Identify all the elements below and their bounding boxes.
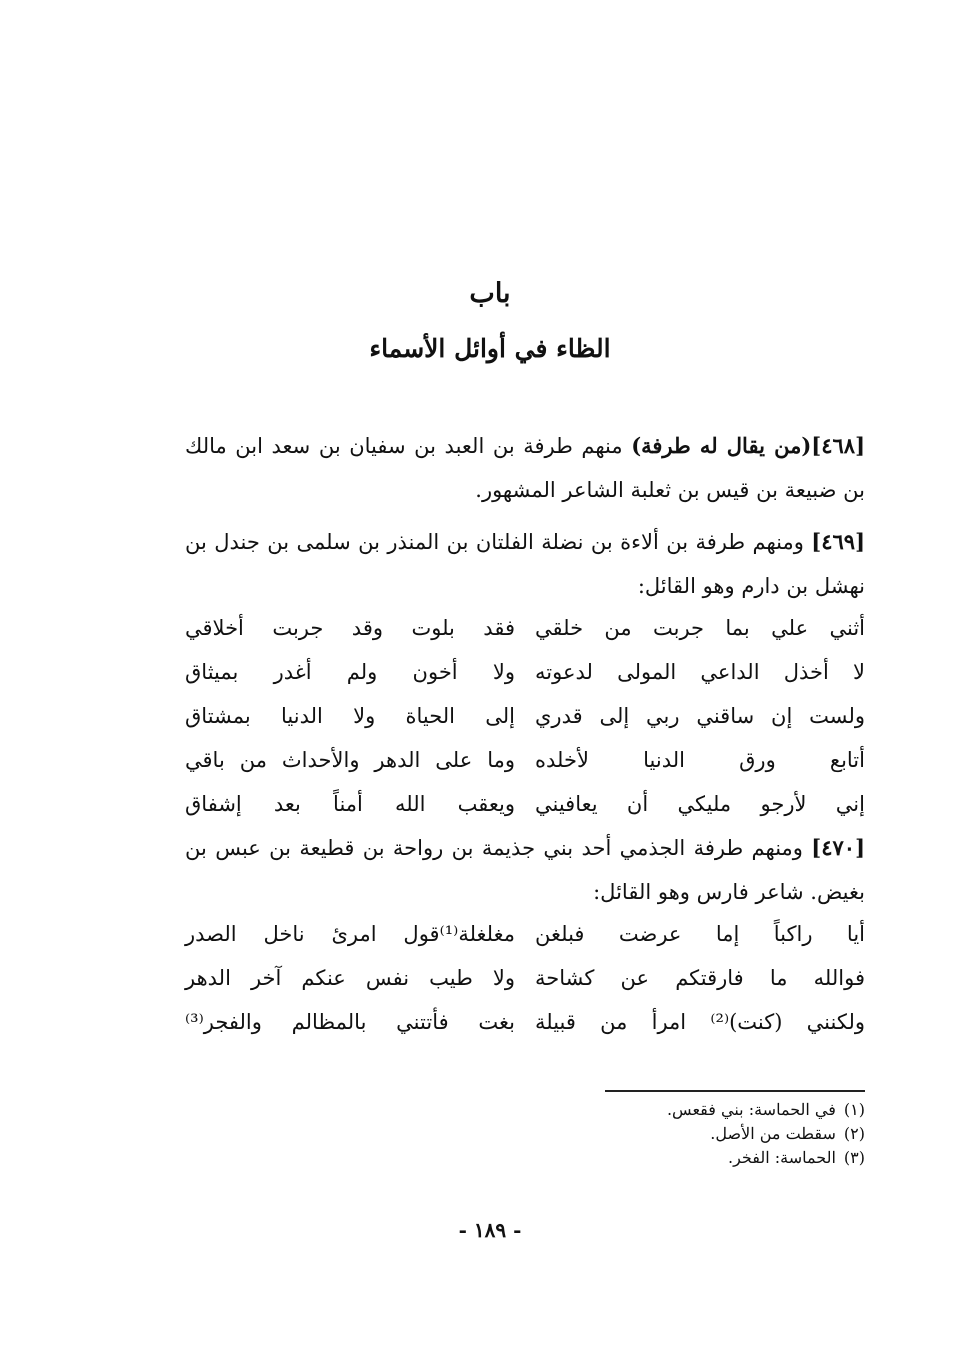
hemistich-first: أثني علي بما جربت من خلقي [535, 616, 865, 640]
verse [185, 1000, 865, 1044]
entry-text: ومنهم طرفة الجذمي أحد بني جذيمة بن رواحة بن قطيعة بن عبس بن بغيض. شاعر فارس وهو القائل: [185, 836, 865, 904]
footnotes [560, 1098, 865, 1170]
hemistich-first: لا أخذل الداعي المولى لدعوته [535, 660, 865, 684]
entry-number: [٤٦٩] [811, 529, 865, 554]
verse [185, 782, 865, 826]
entry-highlight: (من يقال له طرفة) [631, 433, 812, 458]
hemistich-second: إلى الحياة ولا الدنيا بمشتاق [185, 704, 515, 728]
verse [185, 650, 865, 694]
footnote [560, 1122, 865, 1146]
chapter-title: الظاء في أوائل الأسماء [369, 334, 611, 363]
verse [185, 606, 865, 650]
hemistich-first: إني لأرجو مليكي أن يعافيني [535, 792, 865, 816]
footnote-text: في الحماسة: بني فقعس. [666, 1100, 836, 1119]
footnote-number: (٣) [843, 1148, 865, 1167]
entry-469 [185, 520, 865, 608]
hemistich-first: فوالله ما فارقتكم عن كشاحة [535, 966, 865, 990]
hemistich-first: ولست إن ساقني ربي إلى قدري [535, 704, 865, 728]
entry-468 [185, 424, 865, 512]
verse [185, 956, 865, 1000]
hemistich-second: ولا طيب نفس عنكم آخر الدهر [185, 966, 515, 990]
hemistich-second: فقد بلوت وقد جربت أخلاقي [185, 616, 515, 640]
page-number: - ١٨٩ - [458, 1218, 522, 1242]
hemistich-first: أيا راكباً إما عرضت فبلغن [535, 922, 865, 946]
footnote-number: (١) [843, 1100, 865, 1119]
verse [185, 912, 865, 956]
hemistich-second: ولا أخون ولم أغدر بميثاق [185, 660, 515, 684]
entry-text: منهم طرفة بن العبد بن سفيان بن سعد ابن مالك بن ضبيعة بن قيس بن ثعلبة الشاعر المشهور. [185, 434, 865, 502]
hemistich-second: وما على الدهر والأحداث من باقي [185, 748, 515, 772]
footnote [560, 1098, 865, 1122]
entry-number: [٤٧٠] [811, 835, 865, 860]
entry-470 [185, 826, 865, 914]
hemistich-second: ويعقب الله أمناً بعد إشفاق [185, 792, 515, 816]
footnote-text: الحماسة: الفخر. [728, 1148, 836, 1167]
poem-469 [185, 606, 865, 826]
hemistich-first: ولكنني (كنت)⁽²⁾ امرأ من قبيلة [535, 1010, 865, 1034]
verse [185, 738, 865, 782]
poem-470 [185, 912, 865, 1044]
chapter-heading: باب [469, 278, 511, 309]
footnote [560, 1146, 865, 1170]
footnote-number: (٢) [843, 1124, 865, 1143]
verse [185, 694, 865, 738]
footnote-divider [605, 1090, 865, 1092]
hemistich-second: مغلغلة⁽¹⁾قول امرئ ناخل الصدر [185, 922, 515, 946]
hemistich-second: بغت فأتتني بالمظالم والفجر⁽³⁾ [185, 1010, 515, 1034]
entry-number: [٤٦٨] [811, 433, 865, 458]
footnote-text: سقطت من الأصل. [710, 1124, 836, 1143]
hemistich-first: أتابع ورق الدنيا لأخلده [535, 748, 865, 772]
entry-text: ومنهم طرفة بن ألاءة بن نضلة الفلتان بن المنذر بن سلمى بن جندل بن نهشل بن دارم وهو القائل: [185, 530, 865, 598]
